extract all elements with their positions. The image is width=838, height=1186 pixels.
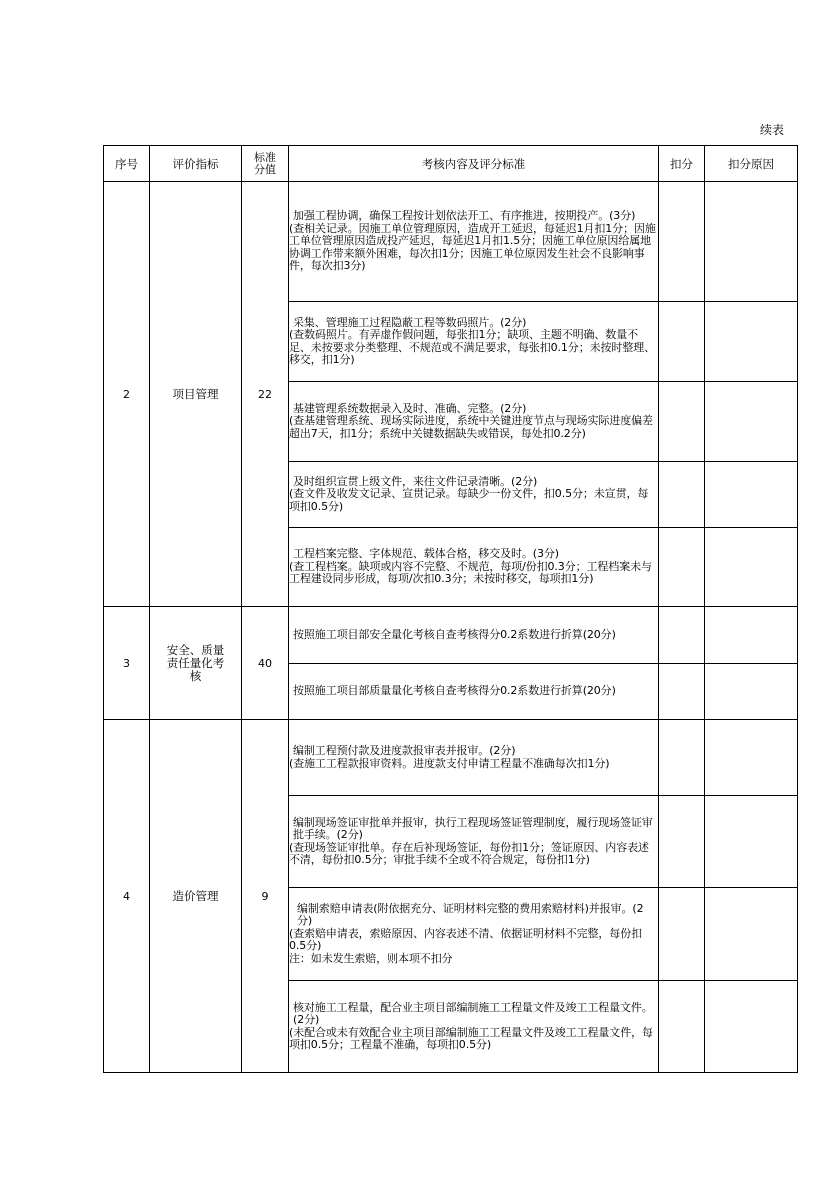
header-reason: 扣分原因	[705, 146, 798, 182]
row-score: 40	[242, 607, 289, 720]
header-score	[242, 146, 289, 182]
deduction-cell[interactable]	[659, 462, 705, 528]
table-header-row	[104, 146, 798, 182]
criteria-cell	[289, 182, 659, 302]
reason-cell[interactable]	[705, 302, 798, 382]
criteria-rule: (查数码照片。有弄虚作假问题，每张扣1分；缺项、主题不明确、数量不足、未按要求分类整理、不规范或不满足要求，每张扣0.1分；未按时整理、移交，扣1分)	[289, 328, 655, 366]
continued-label: 续表	[760, 123, 785, 137]
reason-cell[interactable]	[705, 796, 798, 888]
reason-cell[interactable]	[705, 888, 798, 981]
criteria-cell	[289, 981, 659, 1073]
criteria-rule: (查索赔申请表，索赔原因、内容表述不清、依据证明材料不完整，每份扣0.5分)	[289, 926, 642, 953]
criteria-rule: (查施工工程款报审资料。进度款支付申请工程量不准确每次扣1分)	[289, 756, 610, 770]
reason-cell[interactable]	[705, 607, 798, 664]
reason-cell[interactable]	[705, 528, 798, 607]
criteria-rule: (查基建管理系统、现场实际进度，系统中关键进度节点与现场实际进度偏差超出7天，扣1分；系统中关键数据缺失或错误，每处扣0.2分)	[289, 414, 653, 440]
header-indicator: 评价指标	[150, 146, 242, 182]
row-indicator: 安全、质量责任量化考核	[150, 607, 242, 720]
criteria-main: 编制现场签证审批单并报审，执行工程现场签证管理制度，履行现场签证审批手续。(2分)	[293, 815, 653, 841]
criteria-rule: (查工程档案。缺项或内容不完整、不规范，每项/份扣0.3分；工程档案未与工程建设同步形成，每项/次扣0.3分；未按时移交，每项扣1分)	[289, 559, 652, 586]
criteria-cell	[289, 528, 659, 607]
criteria-main: 编制工程预付款及进度款报审表并报审。(2分)	[293, 744, 516, 757]
reason-cell[interactable]	[705, 382, 798, 462]
evaluation-table	[103, 145, 798, 1073]
criteria-main: 按照施工项目部质量量化考核自查考核得分0.2系数进行折算(20分)	[293, 684, 616, 698]
criteria-note: 注：如未发生索赔，则本项不扣分	[289, 951, 453, 965]
deduction-cell[interactable]	[659, 888, 705, 981]
reason-cell[interactable]	[705, 182, 798, 302]
criteria-rule: (未配合或未有效配合业主项目部编制施工工程量文件及竣工工程量文件，每项扣0.5分；工程量不准确，每项扣0.5分)	[289, 1025, 653, 1051]
header-index: 序号	[104, 146, 150, 182]
row-indicator: 造价管理	[150, 720, 242, 1073]
criteria-cell	[289, 302, 659, 382]
deduction-cell[interactable]	[659, 664, 705, 720]
reason-cell[interactable]	[705, 462, 798, 528]
criteria-rule: (查现场签证审批单。存在后补现场签证，每份扣1分；签证原因、内容表述不清，每份扣0.5分；审批手续不全或不符合规定，每份扣1分)	[289, 840, 649, 866]
deduction-cell[interactable]	[659, 796, 705, 888]
reason-cell[interactable]	[705, 664, 798, 720]
reason-cell[interactable]	[705, 720, 798, 796]
reason-cell[interactable]	[705, 981, 798, 1073]
deduction-cell[interactable]	[659, 302, 705, 382]
deduction-cell[interactable]	[659, 528, 705, 607]
deduction-cell[interactable]	[659, 720, 705, 796]
row-indicator: 项目管理	[150, 182, 242, 607]
row-index: 2	[104, 182, 150, 607]
table-row	[104, 720, 798, 796]
row-index: 4	[104, 720, 150, 1073]
header-score-line2: 分值	[254, 162, 276, 176]
criteria-main: 按照施工项目部安全量化考核自查考核得分0.2系数进行折算(20分)	[293, 627, 616, 641]
criteria-main: 基建管理系统数据录入及时、准确、完整。(2分)	[293, 401, 527, 415]
criteria-main: 工程档案完整、字体规范、载体合格，移交及时。(3分)	[293, 547, 559, 561]
criteria-main: 及时组织宣贯上级文件，来往文件记录清晰。(2分)	[293, 474, 538, 488]
table-row	[104, 607, 798, 664]
criteria-cell	[289, 664, 659, 720]
deduction-cell[interactable]	[659, 607, 705, 664]
criteria-cell	[289, 720, 659, 796]
criteria-main: 加强工程协调，确保工程按计划依法开工、有序推进，按期投产。(3分)	[293, 209, 636, 223]
table-row	[104, 182, 798, 302]
deduction-cell[interactable]	[659, 182, 705, 302]
criteria-cell	[289, 888, 659, 981]
row-index: 3	[104, 607, 150, 720]
criteria-rule: (查相关记录。因施工单位管理原因，造成开工延迟，每延迟1月扣1分；因施工单位管理原因造成投产延迟，每延迟1月扣1.5分；因施工单位原因给属地协调工作带来额外困难，每次扣1分；因施工单位原因发生社会不良影响事件，每次扣3分)	[289, 221, 656, 273]
header-score-line1: 标准	[254, 150, 276, 164]
deduction-cell[interactable]	[659, 382, 705, 462]
criteria-main: 核对施工工程量，配合业主项目部编制施工工程量文件及竣工工程量文件。(2分)	[293, 1000, 653, 1026]
row-score: 9	[242, 720, 289, 1073]
criteria-cell	[289, 382, 659, 462]
criteria-main: 采集、管理施工过程隐蔽工程等数码照片。(2分)	[293, 315, 527, 329]
header-criteria: 考核内容及评分标准	[289, 146, 659, 182]
row-score: 22	[242, 182, 289, 607]
criteria-main: 编制索赔申请表(附依据充分、证明材料完整的费用索赔材料)并报审。(2分)	[297, 901, 644, 928]
criteria-cell	[289, 607, 659, 664]
criteria-cell	[289, 796, 659, 888]
criteria-rule: (查文件及收发文记录、宣贯记录。每缺少一份文件，扣0.5分；未宣贯，每项扣0.5分)	[289, 487, 649, 513]
header-deduction: 扣分	[659, 146, 705, 182]
criteria-cell	[289, 462, 659, 528]
deduction-cell[interactable]	[659, 981, 705, 1073]
